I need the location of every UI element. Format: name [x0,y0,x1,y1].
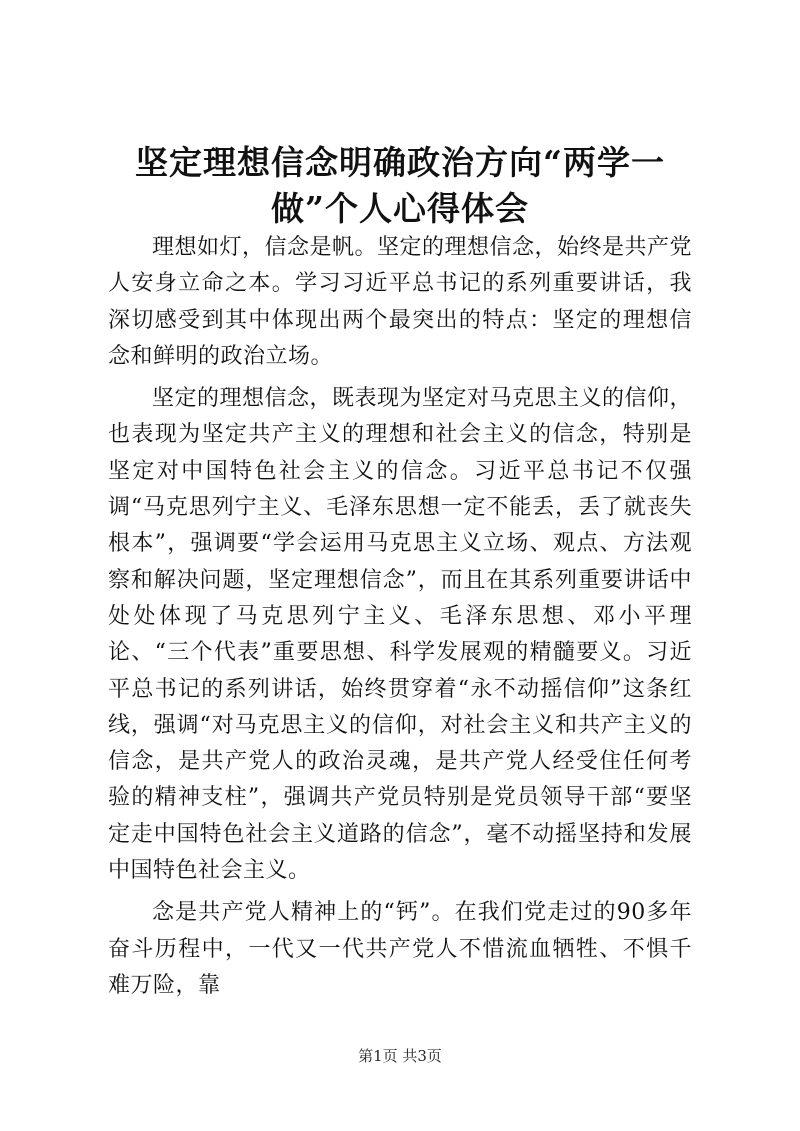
paragraph-3: 念是共产党人精神上的“钙”。在我们党走过的90多年奋斗历程中，一代又一代共产党人不惜流血牺牲、不惧千难万险，靠 [108,900,692,998]
paragraph-2: 坚定的理想信念，既表现为坚定对马克思主义的信仰，也表现为坚定共产主义的理想和社会主义的信念，特别是坚定对中国特色社会主义的信念。习近平总书记不仅强调“马克思列宁主义、毛泽东思想一定不能丢，丢了就丧失根本”，强调要“学会运用马克思主义立场、观点、方法观察和解决问题，坚定理想信念”，而且在其系列重要讲话中处处体现了马克思列宁主义、毛泽东思想、邓小平理论、“三个代表”重要思想、科学发展观的精髓要义。习近平总书记的系列讲话，始终贯穿着“永不动摇信仰”这条红线，强调“对马克思主义的信仰，对社会主义和共产主义的信念，是共产党人的政治灵魂，是共产党人经受住任何考验的精神支柱”，强调共产党员特别是党员领导干部“要坚定走中国特色社会主义道路的信念”，毫不动摇坚持和发展中国特色社会主义。 [108,386,693,884]
document-body [108,230,692,1010]
paragraph-1: 理想如灯，信念是帆。坚定的理想信念，始终是共产党人安身立命之本。学习习近平总书记的系列重要讲话，我深切感受到其中体现出两个最突出的特点：坚定的理想信念和鲜明的政治立场。 [108,235,693,369]
page-footer: 第1页 共3页 [358,1047,442,1065]
document-title: 坚定理想信念明确政治方向“两学一做”个人心得体会 [135,143,665,228]
